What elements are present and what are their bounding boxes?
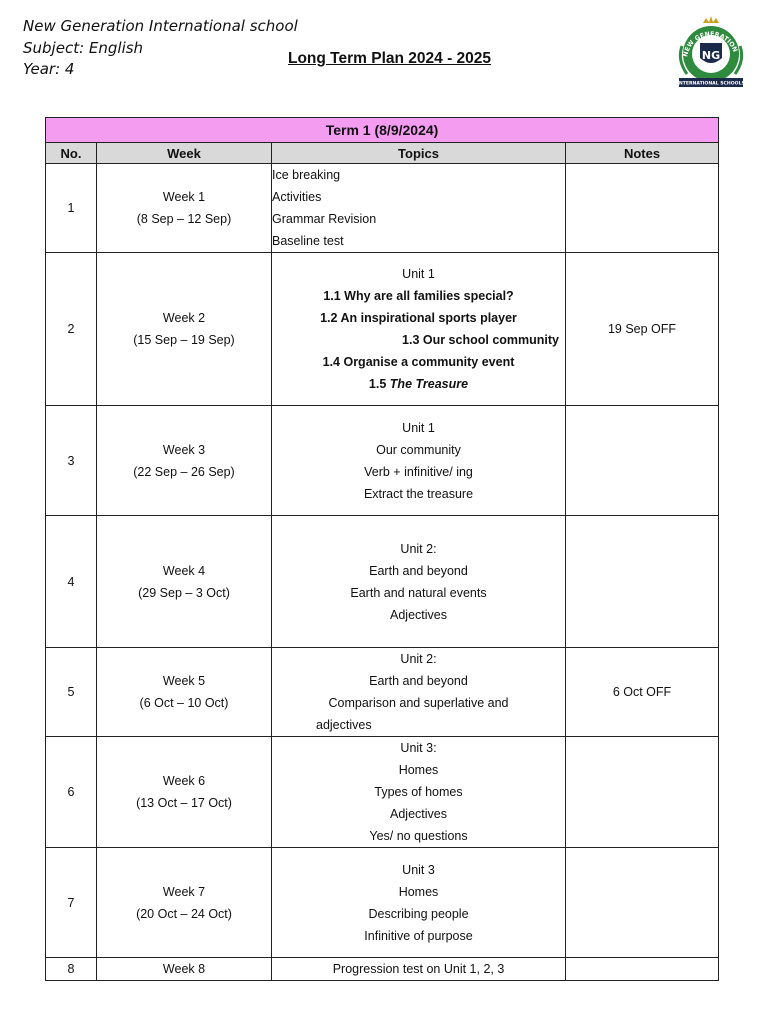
topic-line: Earth and beyond <box>369 674 468 688</box>
topics-cell <box>272 406 566 516</box>
topics-cell <box>272 848 566 958</box>
topic-line: 1.2 An inspirational sports player <box>320 311 517 325</box>
topic-line: 1.4 Organise a community event <box>322 355 515 369</box>
week-label: Week 1 <box>162 190 206 204</box>
topic-line: Homes <box>398 763 439 777</box>
week-cell <box>97 737 272 848</box>
page-title: Long Term Plan 2024 - 2025 <box>288 50 492 67</box>
topic-number: 1.5 <box>368 377 387 391</box>
topic-line: Baseline test <box>272 234 344 248</box>
topic-line: Verb + infinitive/ ing <box>364 464 473 479</box>
table-row <box>46 737 719 848</box>
row-number: 7 <box>46 848 97 958</box>
notes-cell <box>566 958 719 981</box>
notes-cell <box>566 737 719 848</box>
topics-cell <box>272 958 566 981</box>
week-cell <box>97 958 272 981</box>
column-header-topics: Topics <box>272 143 566 164</box>
topic-line: Infinitive of purpose <box>364 928 473 943</box>
topic-line: Progression test on Unit 1, 2, 3 <box>332 962 505 976</box>
topic-line: Our community <box>376 442 461 457</box>
topic-italic-title: The Treasure <box>389 377 469 391</box>
week-dates: (22 Sep – 26 Sep) <box>133 464 235 479</box>
topic-line: 1.3 Our school community <box>402 333 559 347</box>
week-dates: (15 Sep – 19 Sep) <box>133 333 235 347</box>
table-row <box>46 253 719 406</box>
topics-cell <box>272 648 566 737</box>
topics-cell <box>272 516 566 648</box>
week-label: Week 5 <box>162 674 206 688</box>
row-number: 3 <box>46 406 97 516</box>
column-header-notes: Notes <box>566 143 719 164</box>
notes-cell: 19 Sep OFF <box>566 253 719 406</box>
row-number: 5 <box>46 648 97 737</box>
week-dates: (13 Oct – 17 Oct) <box>136 796 232 810</box>
row-number: 4 <box>46 516 97 648</box>
school-name: New Generation International school <box>23 17 298 35</box>
week-cell <box>97 516 272 648</box>
logo-initials: NG <box>701 49 721 62</box>
topic-line: Ice breaking <box>272 168 341 182</box>
week-label: Week 4 <box>162 563 206 578</box>
week-label: Week 7 <box>162 884 206 899</box>
topic-line: 1.1 Why are all families special? <box>323 289 514 303</box>
row-number: 8 <box>46 958 97 981</box>
row-number: 2 <box>46 253 97 406</box>
notes-cell: 6 Oct OFF <box>566 648 719 737</box>
term-title: Term 1 (8/9/2024) <box>46 118 719 143</box>
topic-line: Yes/ no questions <box>369 829 468 843</box>
subject-label: Subject: English <box>23 38 144 57</box>
topic-line: Unit 2: <box>400 541 437 556</box>
school-info <box>23 16 298 81</box>
topic-line: Earth and beyond <box>369 563 468 578</box>
topic-line: Types of homes <box>374 785 463 799</box>
week-cell <box>97 253 272 406</box>
topics-cell <box>272 164 566 253</box>
row-number: 6 <box>46 737 97 848</box>
topic-line: Activities <box>272 190 322 204</box>
topics-cell <box>272 737 566 848</box>
row-number: 1 <box>46 164 97 253</box>
topic-line: Describing people <box>368 906 469 921</box>
table-row <box>46 958 719 981</box>
table-row <box>46 648 719 737</box>
week-cell <box>97 406 272 516</box>
topic-line: Earth and natural events <box>350 585 487 600</box>
school-logo <box>673 16 749 88</box>
logo-ribbon-text: INTERNATIONAL SCHOOLS <box>677 81 745 87</box>
topics-cell <box>272 253 566 406</box>
topic-line: Homes <box>398 884 439 899</box>
notes-cell <box>566 164 719 253</box>
topic-line: Unit 2: <box>400 652 437 666</box>
week-dates: (8 Sep – 12 Sep) <box>136 212 232 226</box>
table-row <box>46 164 719 253</box>
notes-cell <box>566 848 719 958</box>
week-label: Week 2 <box>162 311 206 325</box>
week-label: Week 6 <box>162 774 206 788</box>
notes-cell <box>566 406 719 516</box>
topic-line: Extract the treasure <box>363 486 474 501</box>
topic-line: Unit 1 <box>402 420 435 435</box>
notes-cell <box>566 516 719 648</box>
topic-line: adjectives <box>316 718 372 732</box>
column-header-week: Week <box>97 143 272 164</box>
week-label: Week 3 <box>162 442 206 457</box>
logo-arc-text: NEW GENERATION <box>682 30 739 58</box>
topic-line <box>272 373 565 395</box>
topic-line: Unit 3: <box>400 741 437 755</box>
week-label: Week 8 <box>162 962 206 976</box>
column-header-no: No. <box>46 143 97 164</box>
topic-line: Grammar Revision <box>272 212 377 226</box>
topic-line: Comparison and superlative and <box>328 696 509 710</box>
week-cell <box>97 164 272 253</box>
week-dates: (20 Oct – 24 Oct) <box>136 906 232 921</box>
table-row <box>46 406 719 516</box>
topic-line: Unit 3 <box>402 862 435 877</box>
topic-line: Unit 1 <box>402 267 435 281</box>
table-row <box>46 516 719 648</box>
week-dates: (6 Oct – 10 Oct) <box>139 696 229 710</box>
week-cell <box>97 648 272 737</box>
long-term-plan-table <box>45 117 719 981</box>
topic-line: Adjectives <box>390 807 447 821</box>
year-label: Year: 4 <box>23 60 75 78</box>
table-row <box>46 848 719 958</box>
week-dates: (29 Sep – 3 Oct) <box>138 585 230 600</box>
topic-line: Adjectives <box>390 607 447 622</box>
week-cell <box>97 848 272 958</box>
